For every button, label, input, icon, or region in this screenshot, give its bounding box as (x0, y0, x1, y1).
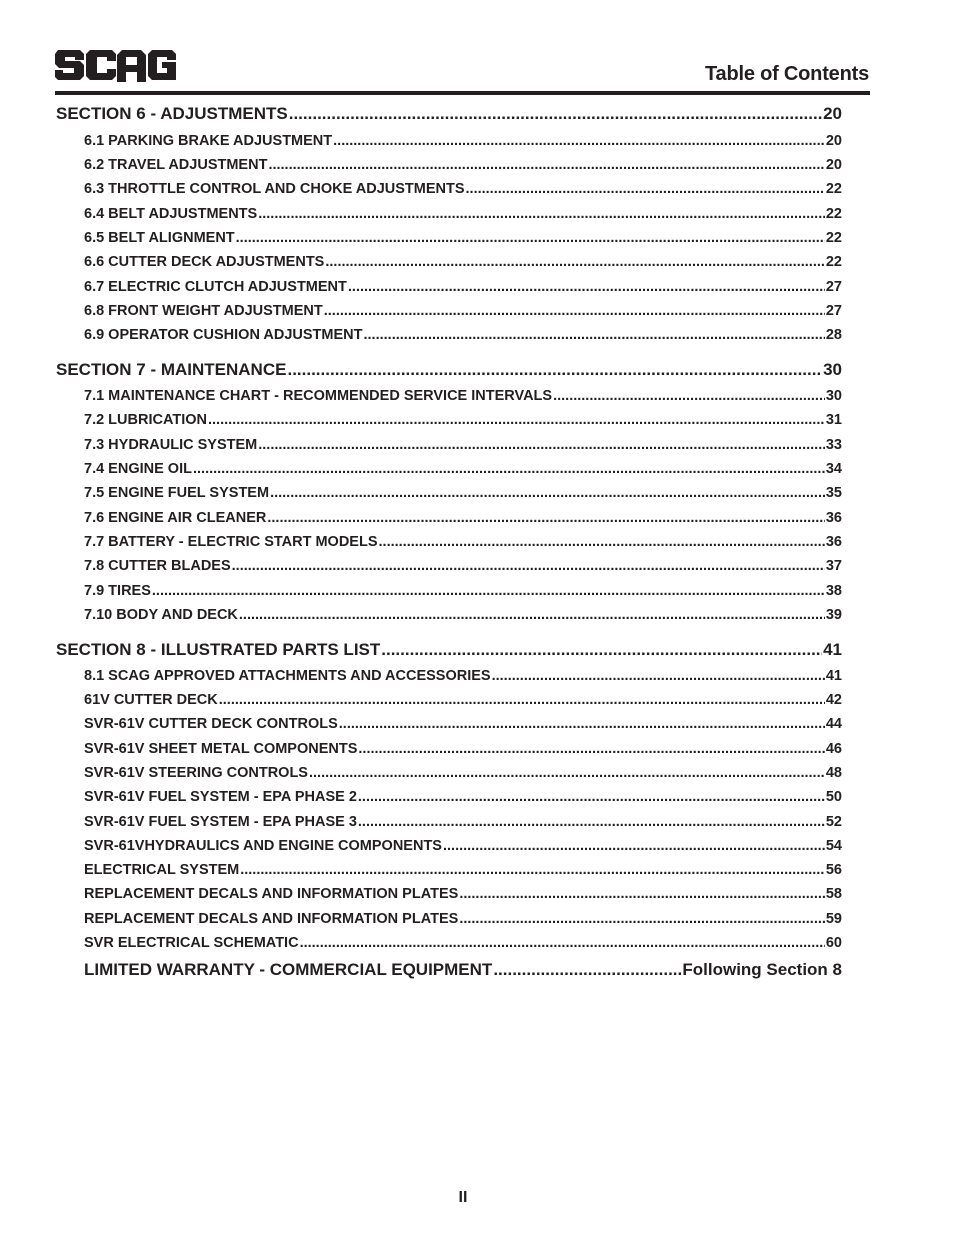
toc-entry[interactable] (84, 485, 842, 501)
toc-entry[interactable] (84, 412, 842, 428)
dot-leader (287, 360, 822, 380)
toc-page-number: 22 (825, 254, 842, 270)
toc-entry-label: 6.8 FRONT WEIGHT ADJUSTMENT (84, 303, 323, 319)
toc-page-number: 22 (825, 181, 842, 197)
toc-entry-label: 61V CUTTER DECK (84, 692, 218, 708)
toc-page-number: 22 (825, 230, 842, 246)
toc-entry-label: 8.1 SCAG APPROVED ATTACHMENTS AND ACCESSORIES (84, 668, 491, 684)
toc-entry-label: SVR-61V CUTTER DECK CONTROLS (84, 716, 338, 732)
toc-entry[interactable] (84, 692, 842, 708)
dot-leader (219, 692, 825, 708)
toc-entry[interactable] (84, 510, 842, 526)
toc-entry-label: LIMITED WARRANTY - COMMERCIAL EQUIPMENT (84, 960, 493, 979)
toc-page-number: 42 (825, 692, 842, 708)
dot-leader (492, 668, 825, 684)
toc-entry[interactable] (84, 303, 842, 319)
dot-leader (208, 412, 825, 428)
toc-page-number: 20 (825, 133, 842, 149)
toc-entry-label: SVR-61V SHEET METAL COMPONENTS (84, 741, 358, 757)
toc-entry[interactable] (84, 741, 842, 757)
dot-leader (339, 716, 825, 732)
toc-entry-label: SVR ELECTRICAL SCHEMATIC (84, 935, 299, 951)
dot-leader (333, 133, 825, 149)
toc-entry[interactable] (84, 254, 842, 270)
toc-entry[interactable] (84, 388, 842, 404)
toc-entry[interactable] (84, 583, 842, 599)
toc-entry[interactable] (84, 461, 842, 477)
dot-leader (553, 388, 825, 404)
dot-leader (258, 206, 825, 222)
dot-leader (193, 461, 825, 477)
toc-entry[interactable] (84, 133, 842, 149)
toc-entry-label: 7.1 MAINTENANCE CHART - RECOMMENDED SERVICE INTERVALS (84, 388, 553, 404)
dot-leader (443, 838, 825, 854)
dot-leader (493, 960, 681, 980)
dot-leader (358, 741, 824, 757)
toc-entry[interactable] (84, 886, 842, 902)
dot-leader (358, 814, 825, 830)
toc-entry-label: SVR-61V FUEL SYSTEM - EPA PHASE 2 (84, 789, 357, 805)
footer-page-number: II (458, 1189, 468, 1206)
dot-leader (152, 583, 825, 599)
toc-entry[interactable] (84, 935, 842, 951)
dot-leader (364, 327, 825, 343)
toc-page-number: 36 (825, 510, 842, 526)
toc-section-title: SECTION 6 - ADJUSTMENTS (56, 104, 288, 123)
toc-page-number: 48 (825, 765, 842, 781)
toc-entry-label: 7.3 HYDRAULIC SYSTEM (84, 437, 258, 453)
toc-page-number: 39 (825, 607, 842, 623)
toc-entry-label: 6.5 BELT ALIGNMENT (84, 230, 235, 246)
dot-leader (232, 558, 825, 574)
dot-leader (381, 640, 822, 660)
toc-page-number: 38 (825, 583, 842, 599)
toc-entry[interactable] (84, 206, 842, 222)
toc-page-number: 44 (825, 716, 842, 732)
toc-entry[interactable] (84, 157, 842, 173)
toc-entry-label: 7.10 BODY AND DECK (84, 607, 238, 623)
toc-section-title: SECTION 8 - ILLUSTRATED PARTS LIST (56, 640, 381, 659)
dot-leader (270, 485, 825, 501)
toc-entry-label: 7.6 ENGINE AIR CLEANER (84, 510, 267, 526)
toc-page-number: 52 (825, 814, 842, 830)
toc-entry-label: 6.6 CUTTER DECK ADJUSTMENTS (84, 254, 325, 270)
dot-leader (236, 230, 825, 246)
toc-entry[interactable] (84, 814, 842, 830)
toc-page-number: Following Section 8 (682, 960, 842, 979)
toc-entry-label: 7.8 CUTTER BLADES (84, 558, 231, 574)
dot-leader (258, 437, 825, 453)
toc-entry-label: SVR-61V FUEL SYSTEM - EPA PHASE 3 (84, 814, 357, 830)
toc-warranty-entry[interactable] (84, 960, 842, 980)
toc-entry-label: 7.5 ENGINE FUEL SYSTEM (84, 485, 270, 501)
toc-page-number: 27 (825, 303, 842, 319)
dot-leader (459, 886, 825, 902)
toc-entry-label: 6.9 OPERATOR CUSHION ADJUSTMENT (84, 327, 363, 343)
toc-section-heading[interactable] (56, 104, 842, 124)
toc-entry[interactable] (84, 558, 842, 574)
dot-leader (348, 279, 825, 295)
toc-entry[interactable] (84, 765, 842, 781)
toc-entry-label: REPLACEMENT DECALS AND INFORMATION PLATES (84, 886, 459, 902)
toc-page-number: 41 (825, 668, 842, 684)
dot-leader (289, 104, 822, 124)
dot-leader (267, 510, 825, 526)
dot-leader (239, 607, 825, 623)
toc-page-number: 22 (825, 206, 842, 222)
toc-entry[interactable] (84, 437, 842, 453)
scag-logo (55, 44, 177, 86)
toc-page-number: 36 (825, 534, 842, 550)
toc-page-number: 33 (825, 437, 842, 453)
toc-page-number: 54 (825, 838, 842, 854)
toc-page-number: 50 (825, 789, 842, 805)
toc-section-heading[interactable] (56, 640, 842, 660)
toc-page-number: 31 (825, 412, 842, 428)
toc-page-number: 27 (825, 279, 842, 295)
toc-entry-label: REPLACEMENT DECALS AND INFORMATION PLATES (84, 911, 459, 927)
toc-entry-label: ELECTRICAL SYSTEM (84, 862, 240, 878)
toc-section-title: SECTION 7 - MAINTENANCE (56, 360, 287, 379)
dot-leader (358, 789, 825, 805)
toc-entry-label: SVR-61VHYDRAULICS AND ENGINE COMPONENTS (84, 838, 442, 854)
toc-entry[interactable] (84, 716, 842, 732)
toc-entry[interactable] (84, 181, 842, 197)
dot-leader (300, 935, 825, 951)
toc-page-number: 28 (825, 327, 842, 343)
toc-page-number: 46 (825, 741, 842, 757)
toc-page-number: 59 (825, 911, 842, 927)
toc-entry[interactable] (84, 230, 842, 246)
dot-leader (379, 534, 825, 550)
toc-page-number: 58 (825, 886, 842, 902)
toc-entry[interactable] (84, 911, 842, 927)
toc-section-heading[interactable] (56, 360, 842, 380)
dot-leader (268, 157, 824, 173)
toc-entry-label: 7.4 ENGINE OIL (84, 461, 192, 477)
toc-entry-label: 6.7 ELECTRIC CLUTCH ADJUSTMENT (84, 279, 347, 295)
toc-entry[interactable] (84, 279, 842, 295)
dot-leader (309, 765, 825, 781)
toc-entry[interactable] (84, 862, 842, 878)
toc-page-number: 56 (825, 862, 842, 878)
toc-entry[interactable] (84, 838, 842, 854)
dot-leader (466, 181, 825, 197)
toc-entry-label: 6.4 BELT ADJUSTMENTS (84, 206, 258, 222)
toc-page-number: 35 (825, 485, 842, 501)
toc-page-number: 37 (825, 558, 842, 574)
dot-leader (459, 911, 825, 927)
toc-entry-label: 6.1 PARKING BRAKE ADJUSTMENT (84, 133, 333, 149)
toc-entry-label: 7.9 TIRES (84, 583, 151, 599)
toc-entry-label: 7.7 BATTERY - ELECTRIC START MODELS (84, 534, 378, 550)
toc-entry-label: 6.2 TRAVEL ADJUSTMENT (84, 157, 268, 173)
toc-entry[interactable] (84, 607, 842, 623)
toc-page-number: 30 (825, 388, 842, 404)
page-title: Table of Contents (704, 63, 869, 85)
toc-page-number: 41 (823, 640, 842, 659)
toc-page-number: 30 (823, 360, 842, 379)
toc-entry[interactable] (84, 327, 842, 343)
dot-leader (324, 303, 825, 319)
toc-page-number: 60 (825, 935, 842, 951)
toc-entry[interactable] (84, 668, 842, 684)
toc-page-number: 34 (825, 461, 842, 477)
toc-page-number: 20 (825, 157, 842, 173)
toc-entry[interactable] (84, 789, 842, 805)
toc-entry-label: 7.2 LUBRICATION (84, 412, 207, 428)
toc-page-number: 20 (823, 104, 842, 123)
toc-entry-label: SVR-61V STEERING CONTROLS (84, 765, 308, 781)
toc-entry[interactable] (84, 534, 842, 550)
dot-leader (240, 862, 825, 878)
header-rule (55, 91, 870, 95)
toc-entry-label: 6.3 THROTTLE CONTROL AND CHOKE ADJUSTMENTS (84, 181, 465, 197)
dot-leader (325, 254, 825, 270)
